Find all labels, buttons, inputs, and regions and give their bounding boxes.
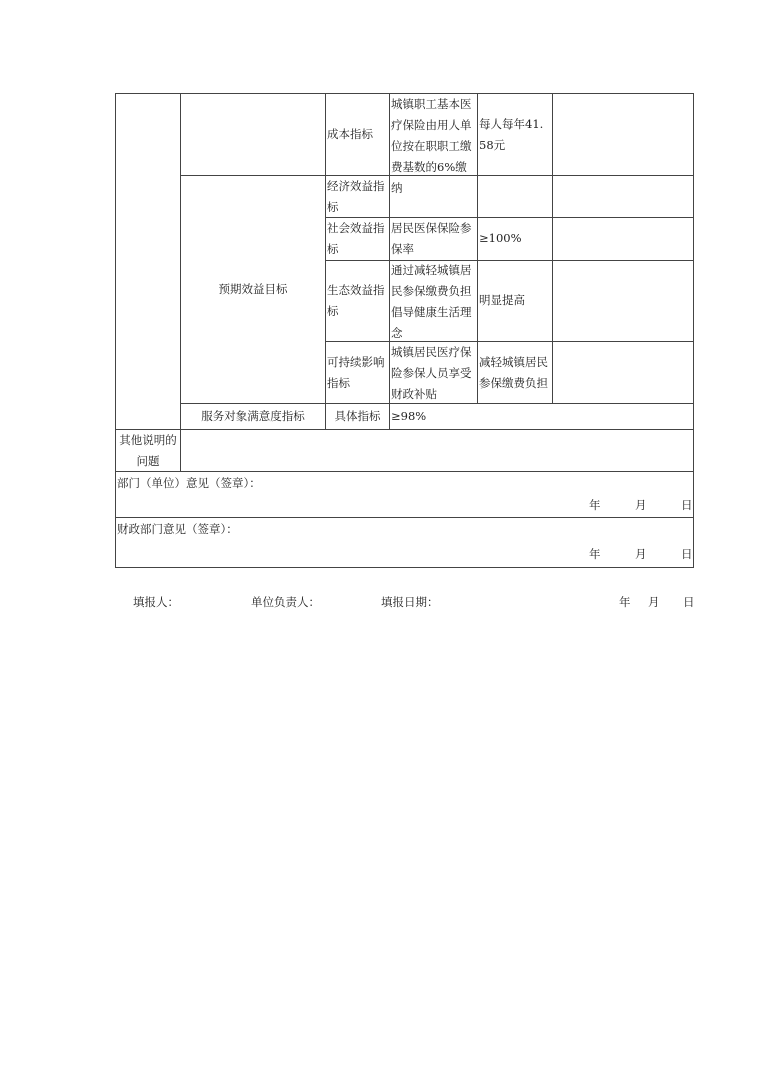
table-line-satisfaction-bottom <box>115 429 694 430</box>
ecological-indicator-label: 生态效益指标 <box>327 283 385 318</box>
cost-indicator-value: 每人每年41.58元 <box>479 117 544 152</box>
ecological-indicator-value: 明显提高 <box>479 293 525 307</box>
sustainable-indicator-label: 可持续影响指标 <box>327 355 385 390</box>
finance-opinion-label: 财政部门意见（签章）： <box>117 522 238 536</box>
table-line-left <box>115 93 116 568</box>
finance-opinion-year: 年 <box>589 547 601 561</box>
satisfaction-sub-label: 具体指标 <box>334 409 381 423</box>
economic-indicator-label: 经济效益指标 <box>327 179 385 214</box>
table-line-dept-bottom <box>115 517 694 518</box>
social-indicator-content: 居民医保保险参保率 <box>391 221 472 256</box>
satisfaction-value: ≥98% <box>391 409 427 423</box>
table-line-col4 <box>477 93 478 404</box>
footer-day: 日 <box>683 595 695 609</box>
table-line-col2 <box>325 93 326 429</box>
satisfaction-label: 服务对象满意度指标 <box>201 409 305 423</box>
table-line-col5 <box>552 93 553 404</box>
benefit-category-label: 预期效益目标 <box>218 282 288 296</box>
dept-opinion-month: 月 <box>635 498 647 512</box>
other-issues-label: 其他说明的问题 <box>119 433 177 468</box>
cost-indicator-label: 成本指标 <box>327 127 373 141</box>
dept-opinion-year: 年 <box>589 498 601 512</box>
table-line-bottom <box>115 567 694 568</box>
cost-indicator-content: 城镇职工基本医疗保险由用人单位按在职职工缴费基数的6%缴纳 <box>391 97 472 195</box>
unit-head-label: 单位负责人： <box>251 595 320 609</box>
dept-opinion-label: 部门（单位）意见（签章）： <box>117 476 261 490</box>
finance-opinion-day: 日 <box>681 547 693 561</box>
filler-label: 填报人： <box>133 595 179 609</box>
ecological-indicator-content: 通过减轻城镇居民参保缴费负担倡导健康生活理念 <box>391 263 472 340</box>
fill-date-label: 填报日期： <box>381 595 439 609</box>
footer-year: 年 <box>619 595 631 609</box>
sustainable-indicator-content: 城镇居民医疗保险参保人员享受财政补贴 <box>391 345 472 401</box>
footer-month: 月 <box>648 595 660 609</box>
sustainable-indicator-value: 减轻城镇居民参保缴费负担 <box>479 355 548 390</box>
table-line-right <box>693 93 694 568</box>
social-indicator-value: ≥100% <box>479 231 522 245</box>
social-indicator-label: 社会效益指标 <box>327 221 385 256</box>
table-line-other-bottom <box>115 471 694 472</box>
dept-opinion-day: 日 <box>681 498 693 512</box>
table-line-eco-bottom <box>325 341 694 342</box>
finance-opinion-month: 月 <box>635 547 647 561</box>
table-line-col3 <box>389 93 390 429</box>
table-line-social-bottom <box>325 260 694 261</box>
